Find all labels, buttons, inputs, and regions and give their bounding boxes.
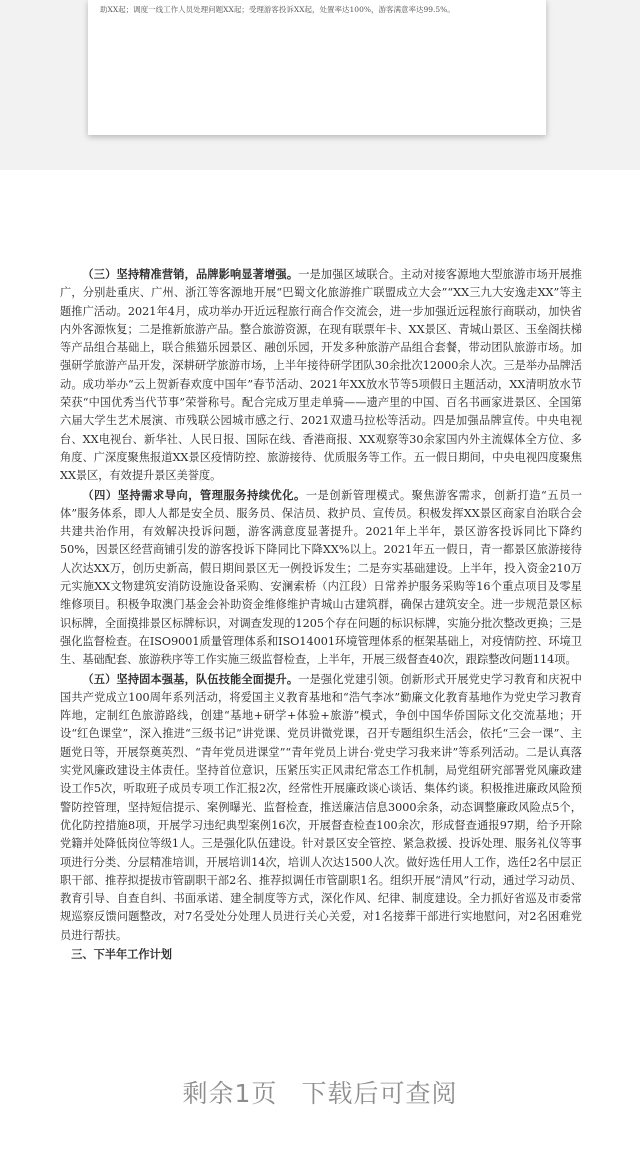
section-title: （五）坚持固本强基，队伍技能全面提升。	[82, 671, 299, 686]
remaining-pages-label: 剩余1页	[182, 1079, 278, 1108]
download-hint-label: 下载后可查阅	[301, 1079, 458, 1108]
preview-snippet: 助XX起；调度一线工作人员处理问题XX起；受理游客投诉XX起，处置率达100%，游客满意率达99.5%。	[100, 5, 455, 14]
section-title: （四）坚持需求导向，管理服务持续优化。	[82, 487, 306, 502]
section-body: 一是加强区域联合。主动对接客源地大型旅游市场开展推广，分别赴重庆、广州、浙江等客源地开展“巴蜀文化旅游推广联盟成立大会”“XX三九大安逸走XX”等主题推广活动。2021年4月，成功举办开近远程旅行商合作交流会，进一步加强近远程旅行商联动，加快省内外客源恢复；二是推新旅游产品。整合旅游资源，在现有联票年卡、XX景区、青城山景区、玉垒阁扶梯等产品组合基础上，联合熊猫乐园景区、融创乐园，开发多种旅游产品组合套餐，带动团队旅游市场。加强研学旅游产品开发，深耕研学旅游市场，上半年接待研学团队30余批次12000余人次。三是举办品牌活动。成功举办“云上贺新春欢度中国年”春节活动、2021年XX放水节等5项假日主题活动，XX清明放水节荣获“中国优秀当代节事”荣誉称号。配合完成万里走单骑——遗产里的中国、百名书画家进景区、全国第六届大学生艺术展演、市残联公园城市感之行、2021双遗马拉松等活动。四是加强品牌宣传。中央电视台、XX电视台、新华社、人民日报、国际在线、香港商报、XX观察等30余家国内外主流媒体全方位、多角度、广深度聚焦报道XX景区疫情防控、旅游接待、优质服务等工作。五一假日期间，中央电视四度聚焦XX景区，有效提升景区美誉度。	[60, 268, 582, 483]
previous-page-preview	[88, 0, 546, 135]
section-title: （三）坚持精准营销，品牌影响显著增强。	[82, 267, 299, 281]
download-prompt[interactable]	[0, 1066, 640, 1122]
section-team	[60, 670, 582, 945]
section-management	[60, 486, 582, 670]
section-body: 一是创新管理模式。聚焦游客需求，创新打造“五员一体”服务体系，即人人都是安全员、服务员、保洁员、救护员、宣传员。积极发挥XX景区商家自治联合会共建共治作用，有效解决投诉问题，游客满意度显著提升。2021年上半年，景区游客投诉同比下降约50%，因景区经营商铺引发的游客投诉下降同比下降XX%以上。2021年五一假日，青一都景区旅游接待人次达XX万，创历史新高，假日期间景区无一例投诉发生；二是夯实基础建设。上半年，投入资金210万元实施XX文物建筑安消防设施设备采购、安澜索桥（内江段）日常养护服务采购等16个重点项目及零星维修项目。积极争取澳门基金会补助资金维修维护青城山古建筑群，确保古建筑安全。进一步规范景区标识标牌，全面摸排景区标牌标识，对调查发现的1205个存在问题的标识标牌，实施分批次整改更换；三是强化监督检查。在ISO9001质量管理体系和ISO14001环境管理体系的框架基础上，对疫情防控、环境卫生、基础配套、旅游秩序等工作实施三级监督检查，上半年，开展三级督查40次，跟踪整改问题114项。	[60, 488, 582, 667]
document-body	[60, 265, 582, 964]
section-marketing	[60, 265, 582, 486]
next-section-heading: 三、下半年工作计划	[71, 946, 172, 961]
section-body: 一是强化党建引领。创新形式开展党史学习教育和庆祝中国共产党成立100周年系列活动，将爱国主义教育基地和“浩气李冰”勤廉文化教育基地作为党史学习教育阵地，定制红色旅游路线，创建“基地+研学+体验+旅游”模式，争创中国华侨国际文化交流基地；开设“红色课堂”，深入推进“三级书记”讲党课、党员讲微党课，召开专题组织生活会，依托“三会一课”、主题党日等，开展祭奠英烈、“青年党员进课堂”“青年党员上讲台·党史学习我来讲”等系列活动。二是认真落实党风廉政建设主体责任。坚持首位意识，压紧压实正风肃纪常态工作机制，局党组研究部署党风廉政建设工作5次，听取班子成员专项工作汇报2次，经常性开展廉政谈心谈话、集体约谈。积极推进廉政风险预警防控管理，坚持短信提示、案例曝光、监督检查，推送廉洁信息3000余条，动态调整廉政风险点5个，优化防控措施8项，开展学习违纪典型案例16次，开展督查检查100余次，形成督查通报97期，给予开除党籍并处降低岗位等级1人。三是强化队伍建设。针对景区安全管控、紧急救援、投诉处理、服务礼仪等事项进行分类、分层精准培训，开展培训14次，培训人次达1500人次。做好选任用人工作，选任2名中层正职干部、推荐拟提拔市管副职干部2名、推荐拟调任市管副职1名。组织开展“清风”行动，通过学习动员、教育引导、自查自纠、书面承诺、建全制度等方式，深化作风、纪律、制度建设。全力抓好省巡及市委常规巡察反馈问题整改，对7名受处分处理人员进行关心关爱，对1名接葬干部进行实地慰问，对2名困难党员进行帮扶。	[60, 672, 582, 942]
